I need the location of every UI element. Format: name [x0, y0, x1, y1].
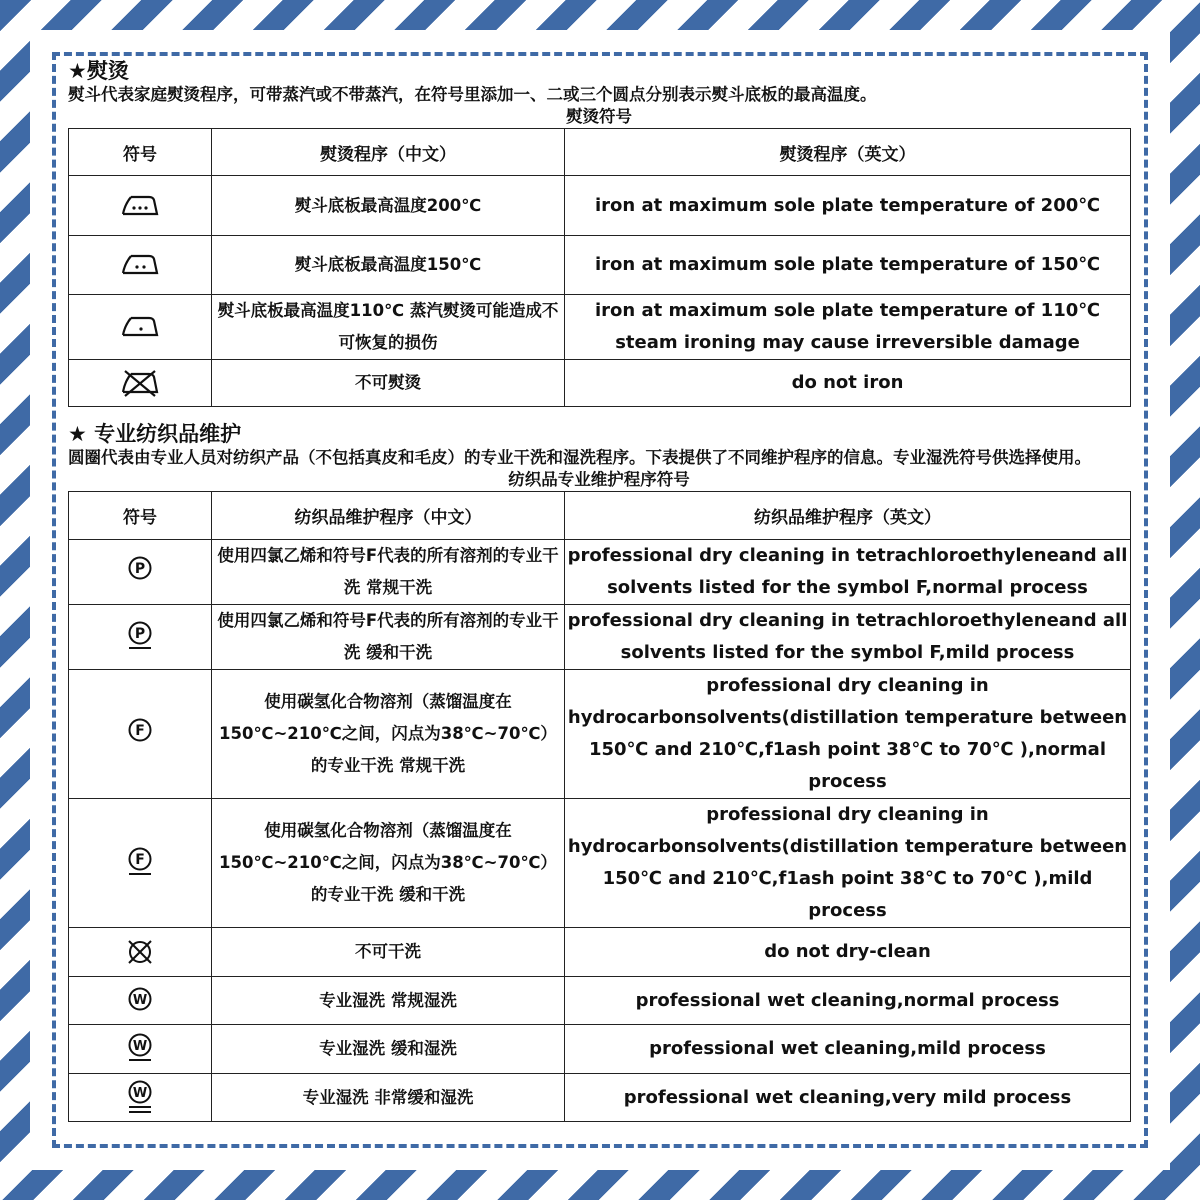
table-row	[69, 1074, 1131, 1122]
circle-p-underline-icon	[126, 620, 154, 654]
chinese-cell: 专业湿洗 缓和湿洗	[212, 1025, 565, 1074]
content-area	[68, 58, 1130, 1122]
svg-text:F: F	[135, 852, 145, 868]
care-table-caption: 纺织品专业维护程序符号	[508, 470, 690, 489]
english-cell: do not iron	[565, 360, 1131, 407]
chinese-cell: 使用四氯乙烯和符号F代表的所有溶剂的专业干洗 缓和干洗	[212, 605, 565, 670]
iron-section-description: 熨斗代表家庭熨烫程序，可带蒸汽或不带蒸汽，在符号里添加一、二或三个圆点分别表示熨斗底板的最高温度。	[68, 85, 877, 104]
table-row	[69, 360, 1131, 407]
header-symbol: 符号	[69, 492, 212, 540]
symbol-cell	[69, 605, 212, 670]
english-cell: iron at maximum sole plate temperature of 200℃	[565, 176, 1131, 236]
chinese-cell: 使用碳氢化合物溶剂（蒸馏温度在150℃~210℃之间，闪点为38℃~70℃）的专业干洗 常规干洗	[212, 670, 565, 799]
english-cell: professional dry cleaning in tetrachloroethyleneand all solvents listed for the symbol F,mild process	[565, 605, 1131, 670]
english-cell: professional wet cleaning,normal process	[565, 977, 1131, 1025]
care-table-header-row	[69, 492, 1131, 540]
table-row	[69, 670, 1131, 799]
chinese-cell: 专业湿洗 非常缓和湿洗	[212, 1074, 565, 1122]
svg-text:W: W	[132, 992, 148, 1008]
english-cell: professional dry cleaning in hydrocarbonsolvents(distillation temperature between 150℃ and 210℃,f1ash point 38℃ to 70℃ ),normal process	[565, 670, 1131, 799]
header-chinese: 熨烫程序（中文）	[212, 129, 565, 176]
symbol-cell	[69, 1025, 212, 1074]
circle-w-double-underline-icon	[126, 1080, 154, 1116]
chinese-cell: 不可熨烫	[212, 360, 565, 407]
circle-f-underline-icon	[126, 846, 154, 880]
chinese-cell: 熨斗底板最高温度150℃	[212, 236, 565, 295]
chinese-cell: 不可干洗	[212, 928, 565, 977]
english-cell: iron at maximum sole plate temperature of 110℃ steam ironing may cause irreversible damage	[565, 295, 1131, 360]
english-cell: professional dry cleaning in hydrocarbonsolvents(distillation temperature between 150℃ and 210℃,f1ash point 38℃ to 70℃ ),mild process	[565, 799, 1131, 928]
english-cell: professional dry cleaning in tetrachloroethyleneand all solvents listed for the symbol F,normal process	[565, 540, 1131, 605]
content-panel	[30, 30, 1170, 1170]
symbol-cell	[69, 928, 212, 977]
table-row	[69, 236, 1131, 295]
care-section-title: ★ 专业纺织品维护	[68, 422, 242, 446]
chinese-cell: 使用四氯乙烯和符号F代表的所有溶剂的专业干洗 常规干洗	[212, 540, 565, 605]
chinese-cell: 熨斗底板最高温度200℃	[212, 176, 565, 236]
table-row	[69, 977, 1131, 1025]
symbol-cell	[69, 1074, 212, 1122]
table-row	[69, 176, 1131, 236]
english-cell: iron at maximum sole plate temperature of 150℃	[565, 236, 1131, 295]
circle-w-icon	[126, 984, 154, 1018]
header-symbol: 符号	[69, 129, 212, 176]
svg-text:F: F	[135, 723, 145, 739]
symbol-cell	[69, 799, 212, 928]
header-english: 熨烫程序（英文）	[565, 129, 1131, 176]
symbol-cell	[69, 977, 212, 1025]
iron-table-caption: 熨烫符号	[566, 107, 632, 126]
circle-w-underline-icon	[126, 1032, 154, 1066]
circle-f-icon	[126, 717, 154, 751]
iron-one-dot-icon	[121, 315, 159, 339]
iron-table	[68, 128, 1131, 407]
chinese-cell: 使用碳氢化合物溶剂（蒸馏温度在150℃~210℃之间，闪点为38℃~70℃）的专业干洗 缓和干洗	[212, 799, 565, 928]
care-section-description: 圆圈代表由专业人员对纺织产品（不包括真皮和毛皮）的专业干洗和湿洗程序。下表提供了不同维护程序的信息。专业湿洗符号供选择使用。	[68, 448, 1091, 467]
table-row	[69, 295, 1131, 360]
iron-table-header-row	[69, 129, 1131, 176]
svg-text:W: W	[132, 1085, 148, 1101]
english-cell: professional wet cleaning,mild process	[565, 1025, 1131, 1074]
header-chinese: 纺织品维护程序（中文）	[212, 492, 565, 540]
table-row	[69, 928, 1131, 977]
svg-text:P: P	[134, 626, 146, 642]
symbol-cell	[69, 295, 212, 360]
symbol-cell	[69, 176, 212, 236]
symbol-cell	[69, 540, 212, 605]
table-row	[69, 1025, 1131, 1074]
iron-section-title: ★熨烫	[68, 59, 129, 83]
svg-text:W: W	[132, 1039, 148, 1054]
table-row	[69, 540, 1131, 605]
svg-text:P: P	[134, 561, 146, 577]
symbol-cell	[69, 236, 212, 295]
do-not-iron-icon	[120, 369, 160, 397]
symbol-cell	[69, 360, 212, 407]
chinese-cell: 专业湿洗 常规湿洗	[212, 977, 565, 1025]
care-table	[68, 491, 1131, 1122]
do-not-dry-clean-icon	[125, 937, 155, 967]
english-cell: do not dry-clean	[565, 928, 1131, 977]
table-row	[69, 605, 1131, 670]
english-cell: professional wet cleaning,very mild process	[565, 1074, 1131, 1122]
header-english: 纺织品维护程序（英文）	[565, 492, 1131, 540]
table-row	[69, 799, 1131, 928]
chinese-cell: 熨斗底板最高温度110℃ 蒸汽熨烫可能造成不可恢复的损伤	[212, 295, 565, 360]
iron-three-dots-icon	[121, 194, 159, 218]
iron-two-dots-icon	[121, 253, 159, 277]
symbol-cell	[69, 670, 212, 799]
circle-p-icon	[126, 555, 154, 589]
